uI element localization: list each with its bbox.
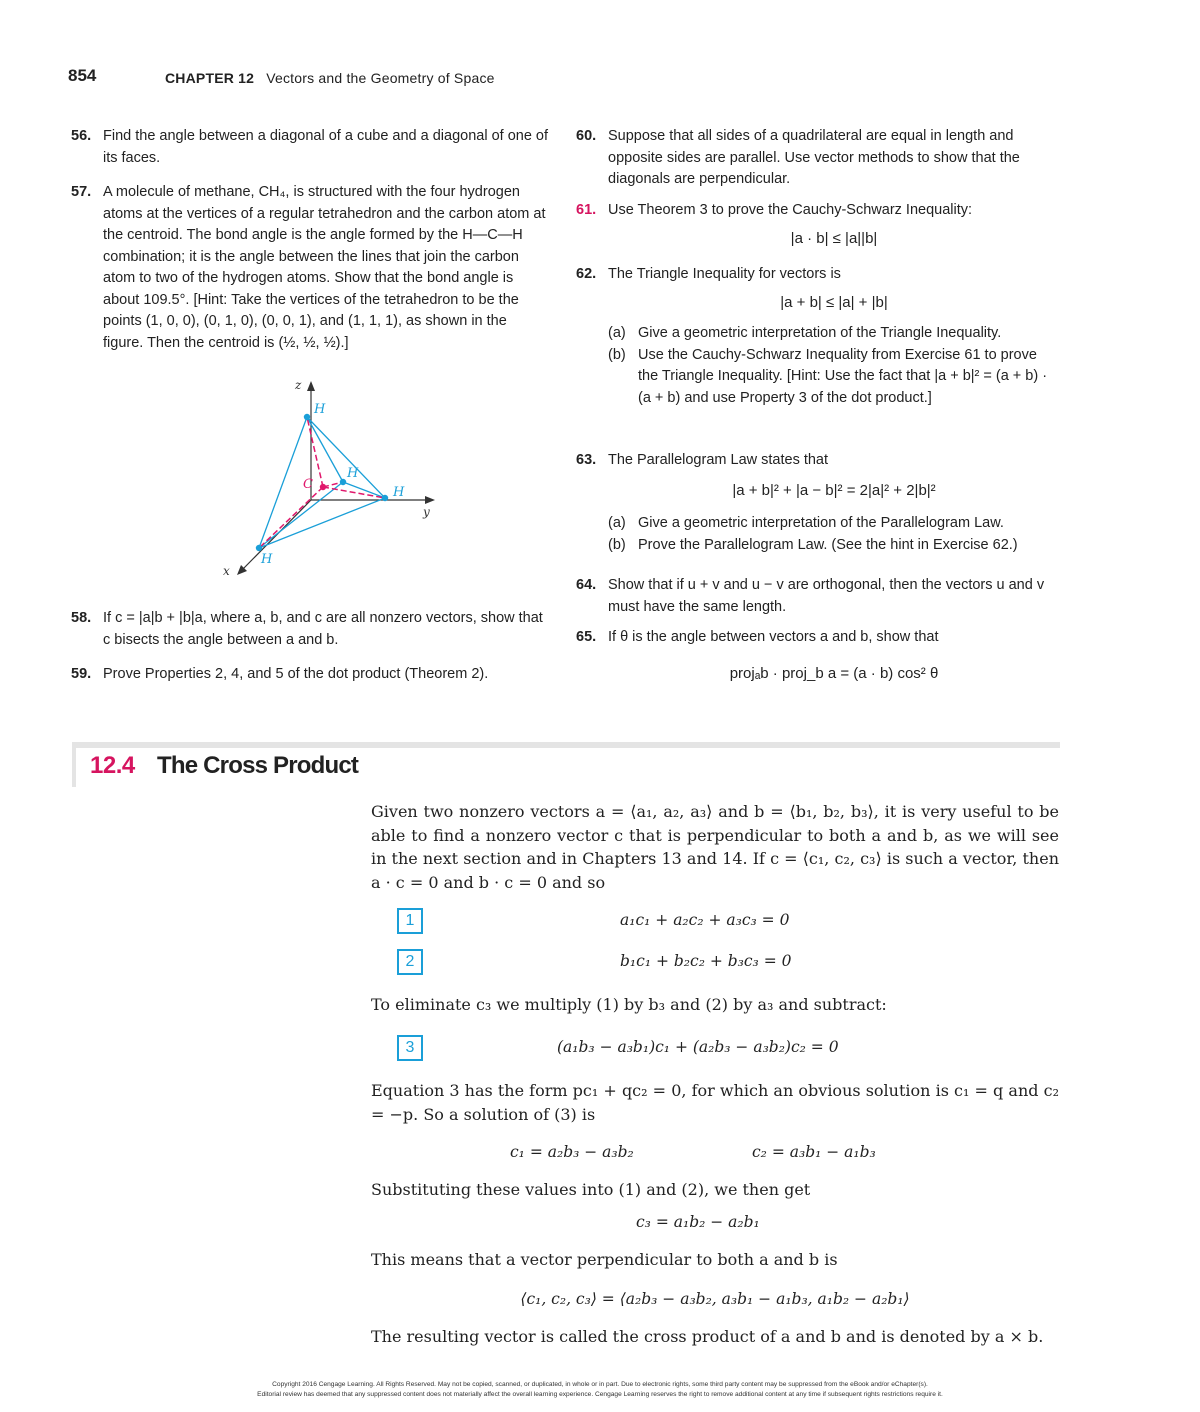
exercise-62 [576, 264, 1060, 409]
hydrogen-atom [256, 545, 262, 551]
exercise-text: Find the angle between a diagonal of a cube and a diagonal of one of its faces. [103, 128, 549, 166]
paragraph-substituting: Substituting these values into (1) and (2), we then get [371, 1180, 811, 1199]
hydrogen-atom [304, 414, 310, 420]
exercise-part-b [608, 535, 1060, 557]
exercise-part-a [608, 323, 1060, 345]
hydrogen-atom [382, 495, 388, 501]
exercise-58 [71, 608, 550, 651]
equation-c2: c₂ = a₃b₁ − a₁b₃ [752, 1143, 876, 1161]
part-text: Use the Cauchy-Schwarz Inequality from Exercise 61 to prove the Triangle Inequality. [Hint: Use the fact that |a + b|² = (a + b) · (a + b) and use Property 3 of the dot product.] [638, 346, 1048, 406]
exercise-number: 63. [576, 452, 597, 468]
exercise-number: 65. [576, 629, 597, 645]
part-label: (b) [608, 536, 626, 553]
exercise-number: 56. [71, 128, 92, 144]
exercise-number: 60. [576, 128, 597, 144]
triangle-inequality-formula: |a + b| ≤ |a| + |b| [780, 293, 888, 311]
exercise-text: Suppose that all sides of a quadrilateral are equal in length and opposite sides are parallel. Use vector methods to show that the diagonals are perpendicular. [608, 128, 1020, 187]
atom-label-c: C [303, 477, 313, 492]
cauchy-schwarz-formula: |a · b| ≤ |a||b| [790, 229, 878, 247]
exercise-63 [576, 450, 1060, 556]
part-label: (b) [608, 346, 626, 363]
exercise-text: A molecule of methane, CH₄, is structured with the four hydrogen atoms at the vertices of a regular tetrahedron and the carbon atom at the centroid. The bond angle is the angle formed by the H—C—H combination; it is the angle between the lines that join the carbon atom to two of the hydrogen atoms. Show that the bond angle is about 109.5°. [Hint: Take the vertices of the tetrahedron to be the points (1, 0, 0), (0, 1, 0), (0, 0, 1), and (1, 1, 1), as shown in the figure. Then the centroid is (½, ½, ½).] [103, 184, 546, 351]
carbon-hydrogen-bonds [259, 417, 385, 548]
exercise-61 [576, 200, 1060, 249]
part-text: Give a geometric interpretation of the Triangle Inequality. [638, 325, 1002, 341]
hydrogen-atom [340, 479, 346, 485]
section-rule [72, 742, 1060, 748]
exercise-number: 64. [576, 577, 597, 593]
exercise-text: Show that if u + v and u − v are orthogonal, then the vectors u and v must have the same length. [608, 577, 1045, 615]
equation-3: (a₁b₃ − a₃b₁)c₁ + (a₂b₃ − a₃b₂)c₂ = 0 [557, 1038, 839, 1056]
paragraph-definition: The resulting vector is called the cross product of a and b and is denoted by a × b. [371, 1327, 1044, 1346]
exercise-number: 61. [576, 202, 597, 218]
page-number: 854 [68, 66, 97, 85]
exercise-text: Prove Properties 2, 4, and 5 of the dot product (Theorem 2). [103, 666, 489, 682]
paragraph-equation-form: Equation 3 has the form pc₁ + qc₂ = 0, for which an obvious solution is c₁ = q and c₂ = −p. So a solution of (3) is [371, 1081, 1059, 1124]
intro-paragraph: Given two nonzero vectors a = ⟨a₁, a₂, a₃⟩ and b = ⟨b₁, b₂, b₃⟩, it is very useful to be able to find a nonzero vector c that is perpendicular to both a and b, as we will see in the next section and in Chapters 13 and 14. If c = ⟨c₁, c₂, c₃⟩ is such a vector, then a · c = 0 and b · c = 0 and so [371, 802, 1059, 892]
y-axis-arrow [425, 496, 435, 504]
exercise-57 [71, 182, 550, 354]
part-text: Prove the Parallelogram Law. (See the hint in Exercise 62.) [638, 536, 1018, 553]
projection-formula: projₐb · proj_b a = (a · b) cos² θ [729, 664, 939, 682]
copyright-line-2: Editorial review has deemed that any suppressed content does not materially affect the overall learning experience. Cengage Learning reserves the right to remove additional content at any time if subsequent rights restrictions require it. [257, 1391, 943, 1398]
exercise-text: The Parallelogram Law states that [608, 452, 829, 468]
exercise-part-b [608, 345, 1060, 410]
exercise-59 [71, 664, 550, 686]
exercise-60 [576, 126, 1060, 191]
carbon-atom [320, 484, 326, 490]
exercise-64 [576, 575, 1060, 618]
chapter-title: Vectors and the Geometry of Space [266, 70, 495, 86]
part-label: (a) [608, 325, 626, 341]
section-title: The Cross Product [157, 752, 359, 779]
methane-tetrahedron-figure [215, 375, 445, 585]
paragraph-perpendicular: This means that a vector perpendicular to both a and b is [371, 1250, 838, 1269]
exercise-text: The Triangle Inequality for vectors is [608, 266, 841, 282]
exercise-text: If c = |a|b + |b|a, where a, b, and c are all nonzero vectors, show that c bisects the angle between a and b. [103, 610, 543, 648]
atom-label-h: H [314, 402, 326, 417]
exercise-number: 62. [576, 266, 597, 282]
equation-cross-product: ⟨c₁, c₂, c₃⟩ = ⟨a₂b₃ − a₃b₂, a₃b₁ − a₁b₃, a₁b₂ − a₂b₁⟩ [520, 1290, 910, 1308]
exercise-number: 58. [71, 610, 92, 626]
paragraph-eliminate: To eliminate c₃ we multiply (1) by b₃ and (2) by a₃ and subtract: [371, 995, 887, 1014]
equation-number-box: 3 [397, 1035, 423, 1061]
part-label: (a) [608, 515, 626, 531]
z-axis-arrow [307, 381, 315, 391]
axis-label-x: x [223, 564, 230, 578]
section-number: 12.4 [90, 752, 135, 779]
exercise-text: Use Theorem 3 to prove the Cauchy-Schwarz Inequality: [608, 202, 973, 218]
equation-c3: c₃ = a₁b₂ − a₂b₁ [636, 1213, 760, 1231]
equation-number-box: 1 [397, 908, 423, 934]
atom-label-h: H [393, 485, 405, 500]
equation-2: b₁c₁ + b₂c₂ + b₃c₃ = 0 [620, 952, 792, 970]
chapter-label: CHAPTER 12 [165, 70, 255, 86]
atom-label-h: H [261, 552, 273, 567]
section-rule-tick [72, 748, 76, 787]
exercise-65 [576, 627, 1060, 684]
equation-number-box: 2 [397, 949, 423, 975]
exercise-number: 59. [71, 666, 92, 682]
exercise-text: If θ is the angle between vectors a and b, show that [608, 629, 939, 645]
equation-c1: c₁ = a₂b₃ − a₃b₂ [510, 1143, 634, 1161]
axis-label-z: z [295, 378, 302, 392]
running-header [165, 70, 495, 86]
part-text: Give a geometric interpretation of the Parallelogram Law. [638, 515, 1004, 531]
atom-label-h: H [347, 466, 359, 481]
copyright-line-1: Copyright 2016 Cengage Learning. All Rights Reserved. May not be copied, scanned, or duplicated, in whole or in part. Due to electronic rights, some third party content may be suppressed from the eBook and/or eChapter(s). [272, 1381, 928, 1388]
exercise-56 [71, 126, 550, 169]
axis-label-y: y [423, 505, 430, 519]
equation-1: a₁c₁ + a₂c₂ + a₃c₃ = 0 [620, 911, 790, 929]
exercise-number: 57. [71, 184, 92, 200]
exercise-part-a [608, 513, 1060, 535]
parallelogram-law-formula: |a + b|² + |a − b|² = 2|a|² + 2|b|² [732, 481, 936, 499]
